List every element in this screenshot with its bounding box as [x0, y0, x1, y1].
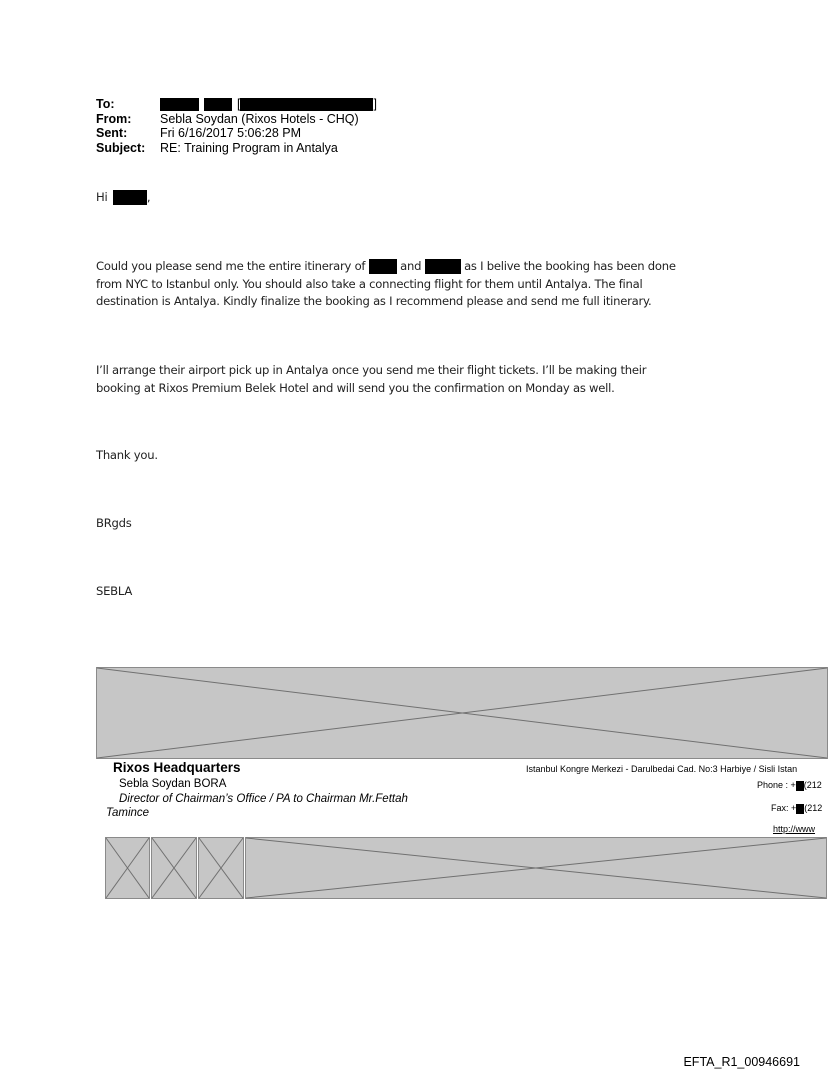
paragraph-2 — [96, 362, 646, 397]
from-label: From: — [96, 111, 132, 126]
signature-web-link[interactable]: http://www — [773, 824, 816, 834]
email-header — [96, 97, 377, 155]
sent-row — [96, 126, 377, 141]
paragraph-1-line-1 — [96, 258, 676, 276]
sender-name: SEBLA — [96, 584, 133, 598]
broken-image-icon — [106, 838, 149, 898]
social-icon-placeholder-1[interactable] — [105, 837, 150, 899]
to-label: To: — [96, 97, 115, 111]
phone-suffix: (212 — [803, 780, 822, 790]
subject-label: Subject: — [96, 140, 146, 155]
redaction-block — [425, 259, 461, 274]
broken-image-icon — [199, 838, 243, 898]
text-span: and — [400, 259, 422, 273]
signature-title-line-1: Director of Chairman’s Office / PA to Chairman Mr.Fettah — [119, 793, 408, 805]
sent-value: Fri 6/16/2017 5:06:28 PM — [160, 126, 302, 141]
signature-fax — [771, 803, 822, 814]
redaction-block — [369, 259, 397, 274]
broken-image-icon — [246, 838, 826, 898]
redaction-block — [113, 190, 147, 205]
signature-phone — [757, 780, 822, 791]
document-id: EFTA_R1_00946691 — [683, 1055, 800, 1069]
signature-title-line-2: Tamince — [106, 807, 150, 819]
paragraph-2-line-2: booking at Rixos Premium Belek Hotel and will send you the confirmation on Monday as well. — [96, 380, 615, 395]
signature-address: Istanbul Kongre Merkezi - Darulbedai Cad. No:3 Harbiye / Sisli Istan — [526, 764, 798, 774]
paragraph-2-line-1: I’ll arrange their airport pick up in Antalya once you send me their flight tickets. I’ll be making their — [96, 363, 647, 377]
broken-image-icon — [152, 838, 196, 898]
paragraph-1-line-3: destination is Antalya. Kindly finalize the booking as I recommend please and send me full itinerary. — [96, 294, 652, 308]
subject-row — [96, 141, 377, 156]
broken-image-icon — [97, 668, 827, 758]
redaction-block — [796, 781, 804, 791]
paragraph-1-line-2: from NYC to Istanbul only. You should also take a connecting flight for them until Antalya. The final — [96, 276, 643, 291]
to-value-redacted — [160, 97, 377, 112]
redaction-block — [204, 98, 232, 111]
close-bracket-icon: ] — [373, 97, 377, 112]
text-span: as I belive the booking has been done — [464, 259, 676, 273]
thanks-text: Thank you. — [96, 448, 158, 462]
social-icon-placeholder-3[interactable] — [198, 837, 244, 899]
fax-prefix: Fax: + — [771, 803, 797, 813]
greeting-text: Hi — [96, 190, 108, 204]
banner-image-placeholder — [96, 667, 828, 759]
to-row — [96, 97, 377, 112]
from-row — [96, 112, 377, 127]
sent-label: Sent: — [96, 126, 128, 141]
footer-banner-placeholder — [245, 837, 827, 899]
regards-text: BRgds — [96, 516, 132, 530]
signature-company: Rixos Headquarters — [113, 760, 241, 775]
signature-person: Sebla Soydan BORA — [119, 778, 227, 790]
open-bracket-icon: [ — [236, 97, 241, 112]
from-value: Sebla Soydan (Rixos Hotels - CHQ) — [160, 111, 359, 126]
greeting-comma: , — [146, 190, 151, 204]
redaction-block — [160, 98, 199, 111]
subject-value: RE: Training Program in Antalya — [160, 140, 338, 155]
paragraph-1 — [96, 258, 676, 311]
redaction-block — [240, 98, 373, 111]
greeting — [96, 189, 150, 207]
text-span: Could you please send me the entire itinerary of — [96, 259, 366, 273]
phone-prefix: Phone : + — [757, 780, 796, 790]
fax-suffix: (212 — [804, 803, 823, 813]
social-icon-placeholder-2[interactable] — [151, 837, 197, 899]
